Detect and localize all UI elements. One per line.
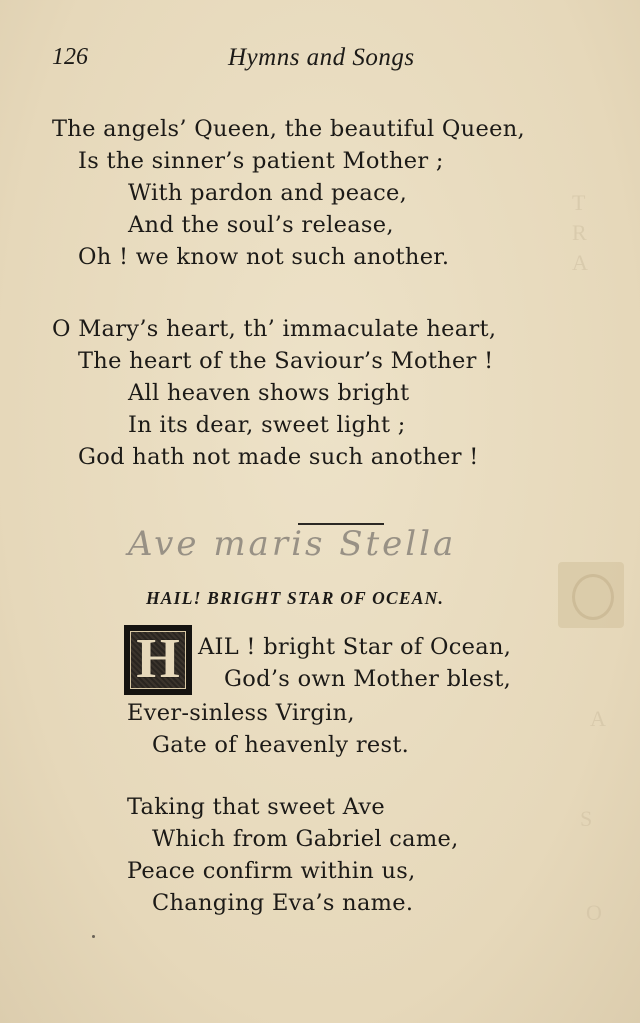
verse-line: With pardon and peace, [128,180,408,206]
hymn-title: HAIL! BRIGHT STAR OF OCEAN. [146,588,445,608]
verse-line: God’s own Mother blest, [224,666,512,692]
paper-speck [92,935,95,938]
bleed-through-mark: R [572,220,587,245]
page-header [52,44,490,78]
library-stamp-bleed [558,562,624,628]
verse-line: Gate of heavenly rest. [152,732,410,758]
bleed-through-mark: T [572,190,586,215]
verse-line: Is the sinner’s patient Mother ; [78,148,444,174]
verse-line: Taking that sweet Ave [127,794,385,820]
bleed-through-mark: A [572,250,588,275]
verse-line: The angels’ Queen, the beautiful Queen, [52,116,525,142]
verse-line: Oh ! we know not such another. [78,244,450,270]
ornamental-drop-cap [124,625,192,695]
verse-line: And the soul’s release, [128,212,394,238]
verse-line: AIL ! bright Star of Ocean, [198,634,512,660]
page-number: 126 [52,44,88,70]
handwritten-annotation: Ave maris Stella [128,524,457,564]
verse-line: The heart of the Saviour’s Mother ! [78,348,494,374]
verse-line: O Mary’s heart, th’ immaculate heart, [52,316,497,342]
verse-line: Which from Gabriel came, [152,826,459,852]
bleed-through-mark: O [586,900,602,925]
verse-line: All heaven shows bright [128,380,410,406]
verse-line: Peace confirm within us, [127,858,416,884]
bleed-through-mark: S [580,806,593,831]
verse-line: In its dear, sweet light ; [128,412,406,438]
drop-cap-letter: H [136,628,180,690]
bleed-through-mark: A [590,706,606,731]
verse-line: God hath not made such another ! [78,444,479,470]
verse-line: Ever-sinless Virgin, [127,700,355,726]
verse-line: Changing Eva’s name. [152,890,414,916]
running-head: Hymns and Songs [228,44,415,71]
